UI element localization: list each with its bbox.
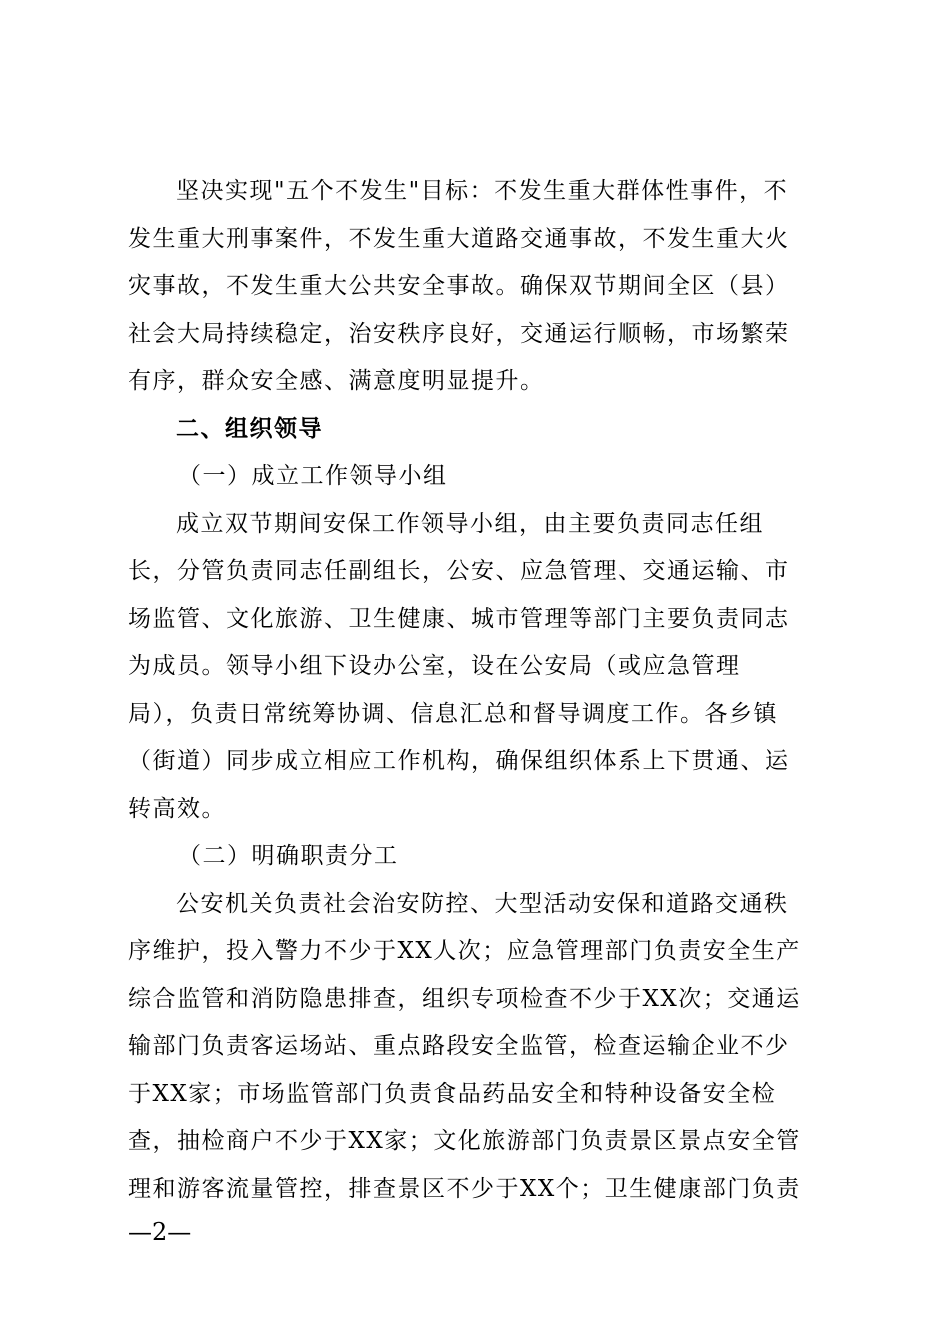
paragraph-line: （街道）同步成立相应工作机构，确保组织体系上下贯通、运: [128, 748, 790, 774]
paragraph-line: 社会大局持续稳定，治安秩序良好，交通运行顺畅，市场繁荣: [128, 320, 790, 347]
paragraph-line: 场监管、文化旅游、卫生健康、城市管理等部门主要负责同志: [128, 605, 790, 632]
subsection-heading: （二）明确职责分工: [178, 843, 399, 869]
paragraph-line: 公安机关负责社会治安防控、大型活动安保和道路交通秩: [176, 890, 789, 917]
paragraph-line: 为成员。领导小组下设办公室，设在公安局（或应急管理: [128, 653, 741, 679]
paragraph-line: 长，分管负责同志任副组长，公安、应急管理、交通运输、市: [128, 558, 790, 584]
paragraph-line: 发生重大刑事案件，不发生重大道路交通事故，不发生重大火: [128, 225, 790, 252]
paragraph-line: 综合监管和消防隐患排查，组织专项检查不少于XX次；交通运: [128, 985, 801, 1012]
paragraph-line: 查，抽检商户不少于XX家；文化旅游部门负责景区景点安全管: [128, 1128, 801, 1154]
paragraph-line: 转高效。: [128, 795, 226, 822]
subsection-heading: （一）成立工作领导小组: [178, 463, 448, 489]
paragraph-line: 有序，群众安全感、满意度明显提升。: [128, 368, 545, 394]
paragraph-line: 局），负责日常统筹协调、信息汇总和督导调度工作。各乡镇: [128, 700, 778, 727]
paragraph-line: 灾事故，不发生重大公共安全事故。确保双节期间全区（县）: [128, 273, 790, 299]
paragraph-line: 于XX家；市场监管部门负责食品药品安全和特种设备安全检: [128, 1080, 777, 1107]
paragraph-line: 成立双节期间安保工作领导小组，由主要负责同志任组: [176, 510, 764, 537]
document-body: [128, 168, 828, 1213]
paragraph-line: 理和游客流量管控，排查景区不少于XX个；卫生健康部门负责: [128, 1175, 801, 1202]
page-number: —2—: [128, 1218, 192, 1246]
paragraph-line: 序维护，投入警力不少于XX人次；应急管理部门负责安全生产: [128, 938, 801, 964]
paragraph-line: 坚决实现"五个不发生"目标：不发生重大群体性事件，不: [176, 178, 789, 204]
section-heading: 二、组织领导: [176, 415, 323, 442]
paragraph-line: 输部门负责客运场站、重点路段安全监管，检查运输企业不少: [128, 1033, 790, 1059]
